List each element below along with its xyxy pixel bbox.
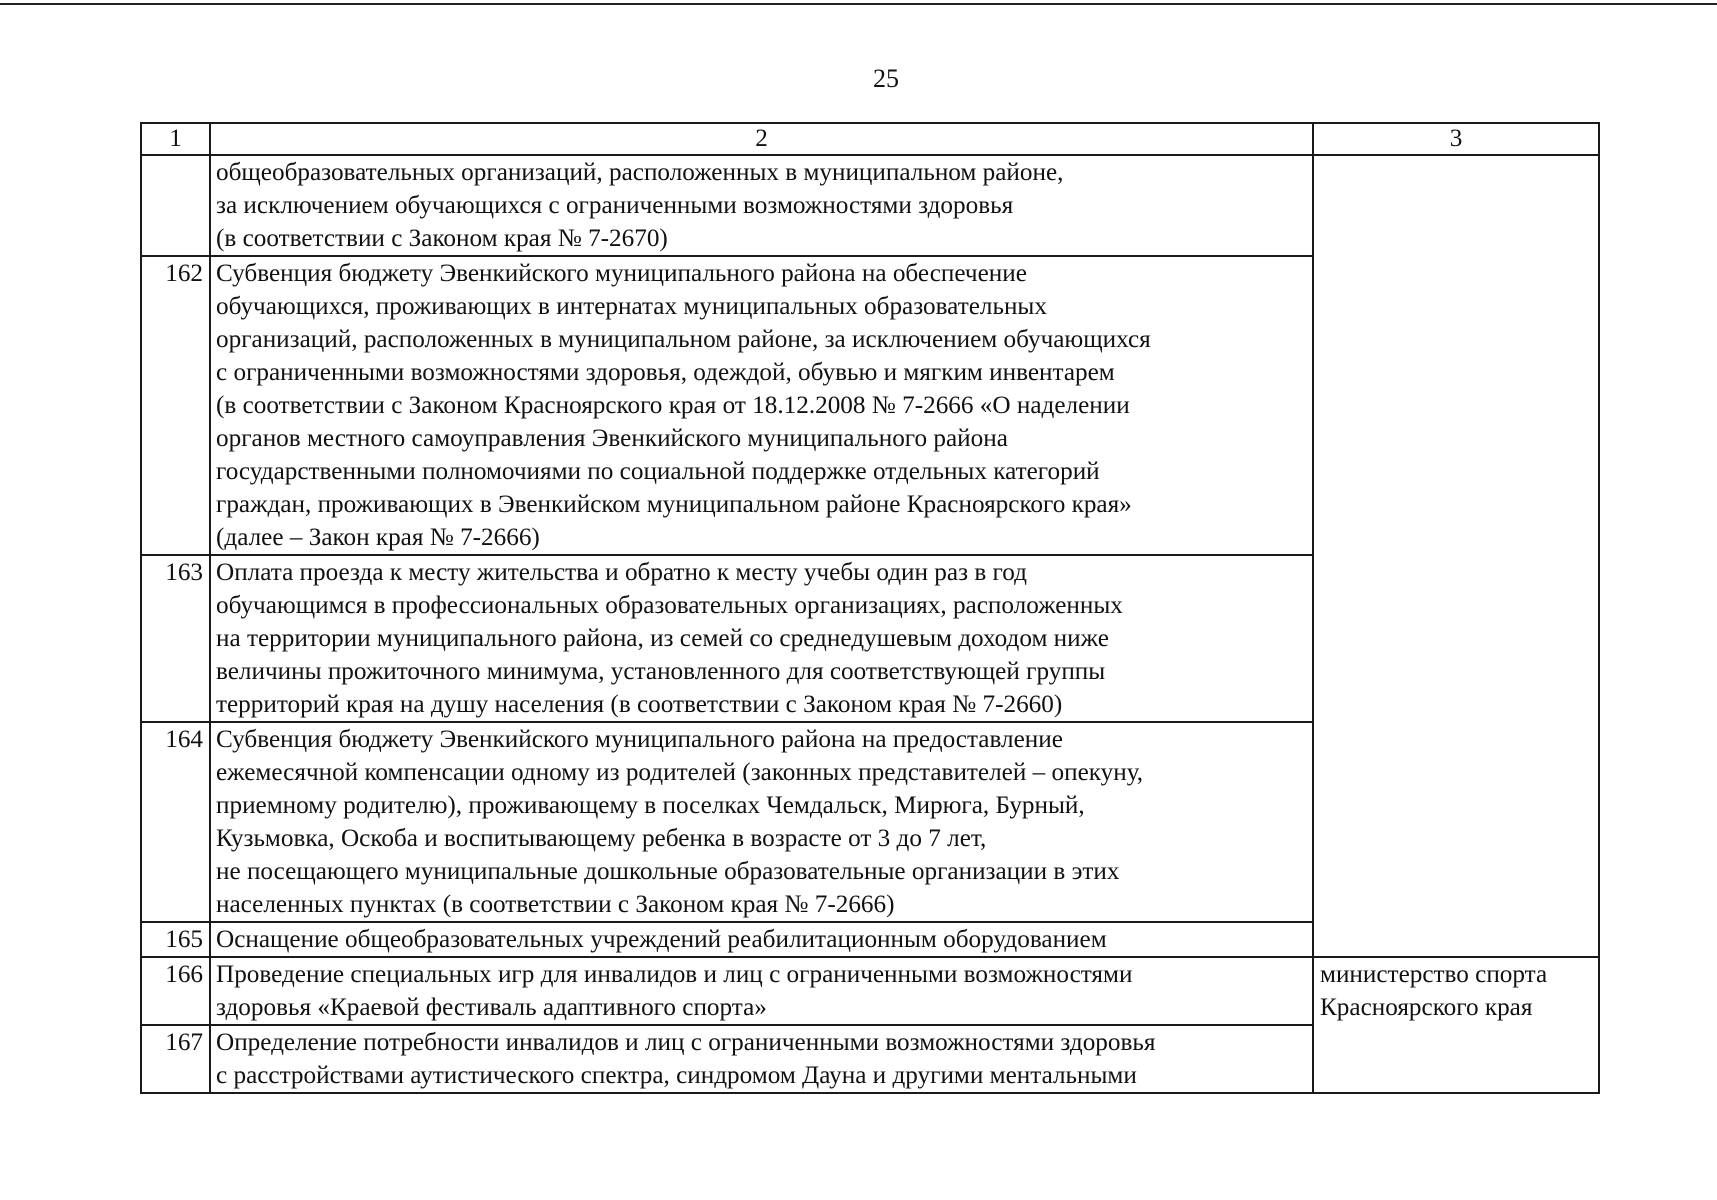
text-line: (в соответствии с Законом края № 7-2670) bbox=[216, 225, 668, 252]
responsible-ministry-cell bbox=[1313, 957, 1599, 1093]
text-line: Проведение специальных игр для инвалидов и лиц с ограниченными возможностями bbox=[216, 961, 1133, 988]
text-line: населенных пунктах (в соответствии с Законом края № 7-2666) bbox=[216, 891, 895, 918]
text-line: Кузьмовка, Оскоба и воспитывающему ребенка в возрасте от 3 до 7 лет, bbox=[216, 825, 987, 852]
text-line: с расстройствами аутистического спектра, синдромом Дауна и другими ментальными bbox=[216, 1062, 1137, 1089]
text-line: обучающимся в профессиональных образовательных организациях, расположенных bbox=[216, 592, 1123, 619]
text-line: общеобразовательных организаций, расположенных в муниципальном районе, bbox=[216, 159, 1064, 186]
text-line: величины прожиточного минимума, установленного для соответствующей группы bbox=[216, 658, 1106, 685]
row-number: 163 bbox=[141, 555, 210, 722]
text-line: приемному родителю), проживающему в поселках Чемдальск, Мирюга, Бурный, bbox=[216, 792, 1085, 819]
row-description bbox=[210, 555, 1313, 722]
text-line: Определение потребности инвалидов и лиц с ограниченными возможностями здоровья bbox=[216, 1029, 1156, 1056]
allocation-table bbox=[140, 122, 1600, 1094]
text-line: за исключением обучающихся с ограниченными возможностями здоровья bbox=[216, 192, 1014, 219]
row-number: 164 bbox=[141, 722, 210, 922]
text-line: не посещающего муниципальные дошкольные образовательные организации в этих bbox=[216, 858, 1120, 885]
text-line: организаций, расположенных в муниципальном районе, за исключением обучающихся bbox=[216, 326, 1151, 353]
text-line: территорий края на душу населения (в соответствии с Законом края № 7-2660) bbox=[216, 691, 1063, 718]
row-description bbox=[210, 922, 1313, 957]
row-description bbox=[210, 155, 1313, 256]
text-line: государственными полномочиями по социальной поддержке отдельных категорий bbox=[216, 458, 1100, 485]
text-line: Оснащение общеобразовательных учреждений реабилитационным оборудованием bbox=[216, 926, 1107, 953]
responsible-cell-empty bbox=[1313, 155, 1599, 957]
text-line: граждан, проживающих в Эвенкийском муниципальном районе Красноярского края» bbox=[216, 491, 1132, 518]
table-row-continuation bbox=[141, 155, 1599, 256]
text-line: обучающихся, проживающих в интернатах муниципальных образовательных bbox=[216, 293, 1047, 320]
header-col-2: 2 bbox=[210, 123, 1313, 155]
text-line: (далее – Закон края № 7-2666) bbox=[216, 524, 540, 551]
page-number: 25 bbox=[873, 64, 899, 93]
header-col-1: 1 bbox=[141, 123, 210, 155]
text-line: на территории муниципального района, из семей со среднедушевым доходом ниже bbox=[216, 625, 1109, 652]
row-number: 166 bbox=[141, 957, 210, 1025]
row-number: 167 bbox=[141, 1025, 210, 1093]
text-line: с ограниченными возможностями здоровья, одеждой, обувью и мягким инвентарем bbox=[216, 359, 1115, 386]
ministry-line: Красноярского края bbox=[1320, 994, 1533, 1021]
table-header-row bbox=[141, 123, 1599, 155]
text-line: ежемесячной компенсации одному из родителей (законных представителей – опекуну, bbox=[216, 759, 1144, 786]
row-description bbox=[210, 1025, 1313, 1093]
table-row bbox=[141, 957, 1599, 1025]
text-line: здоровья «Краевой фестиваль адаптивного спорта» bbox=[216, 994, 767, 1021]
row-description bbox=[210, 957, 1313, 1025]
row-description bbox=[210, 722, 1313, 922]
text-line: Субвенция бюджету Эвенкийского муниципального района на обеспечение bbox=[216, 260, 1027, 287]
text-line: Оплата проезда к месту жительства и обратно к месту учебы один раз в год bbox=[216, 559, 1027, 586]
text-line: Субвенция бюджету Эвенкийского муниципального района на предоставление bbox=[216, 726, 1063, 753]
text-line: органов местного самоуправления Эвенкийского муниципального района bbox=[216, 425, 1008, 452]
top-border-line bbox=[0, 3, 1717, 5]
ministry-line: министерство спорта bbox=[1320, 961, 1548, 988]
row-number-empty bbox=[141, 155, 210, 256]
text-line: (в соответствии с Законом Красноярского края от 18.12.2008 № 7-2666 «О наделении bbox=[216, 392, 1130, 419]
row-number: 162 bbox=[141, 256, 210, 555]
row-description bbox=[210, 256, 1313, 555]
row-number: 165 bbox=[141, 922, 210, 957]
header-col-3: 3 bbox=[1313, 123, 1599, 155]
